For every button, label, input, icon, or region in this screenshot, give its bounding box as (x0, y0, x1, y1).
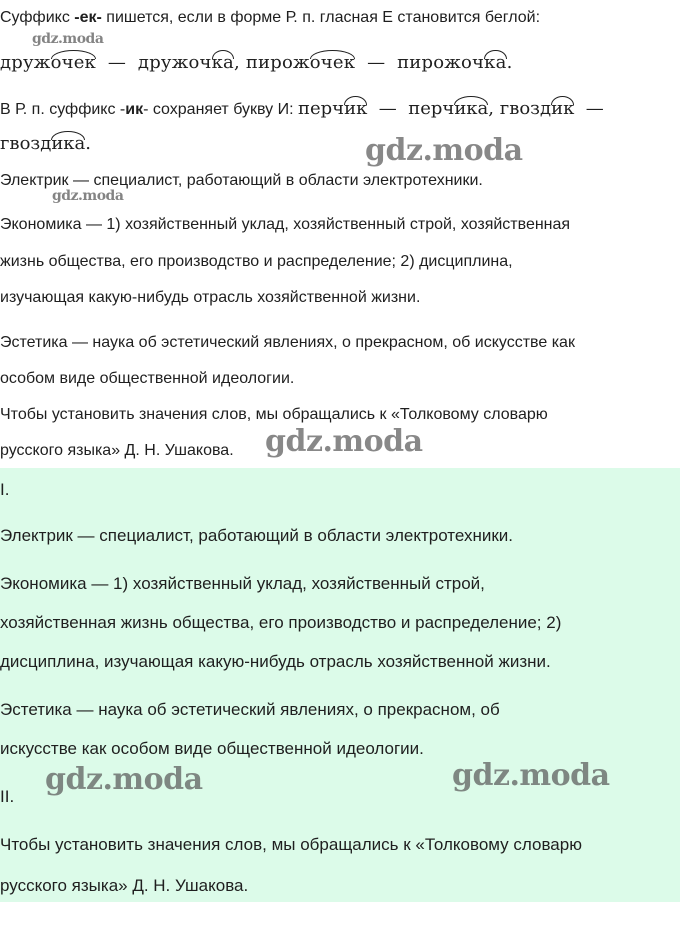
answer-definition-economy-line2: хозяйственная жизнь общества, его производство и распределение; 2) (0, 613, 562, 632)
watermark: gdz.moda (52, 188, 124, 204)
definition-aesthetics-line1: Эстетика — наука об эстетический явлениях, о прекрасном, об искусстве как (0, 334, 575, 351)
suffix-arc: ик (551, 98, 575, 119)
watermark: gdz.moda (32, 31, 104, 47)
example-ek: дружочек — дружочка, пирожочек — пирожочка. (0, 52, 513, 73)
answer-section (0, 468, 680, 902)
suffix-arc: ка (211, 52, 234, 73)
watermark: gdz.moda (45, 762, 203, 797)
section-number-2: II. (0, 787, 15, 806)
definition-aesthetics-line2: особом виде общественной идеологии. (0, 370, 295, 387)
rule-ik: В Р. п. суффикс -ик- сохраняет букву И: перчик — перчика, гвоздик — (0, 98, 604, 119)
answer-definition-economy-line1: Экономика — 1) хозяйственный уклад, хозяйственный строй, (0, 574, 485, 593)
suffix-arc: очек (50, 52, 97, 73)
source-line1: Чтобы установить значения слов, мы обращались к «Толковому словарю (0, 406, 548, 423)
definition-electric: Электрик — специалист, работающий в области электротехники. (0, 172, 483, 189)
section-number-1: I. (0, 480, 10, 499)
suffix-arc: ка (484, 52, 507, 73)
suffix-ek: -ек- (74, 9, 102, 26)
example-ik-continued: гвоздика. (0, 133, 92, 154)
watermark: gdz.moda (365, 133, 523, 168)
source-line2: русского языка» Д. Н. Ушакова. (0, 442, 234, 459)
answer-definition-electric: Электрик — специалист, работающий в области электротехники. (0, 526, 514, 545)
definition-economy-line3: изучающая какую-нибудь отрасль хозяйственной жизни. (0, 289, 421, 306)
definition-economy-line2: жизнь общества, его производство и распределение; 2) дисциплина, (0, 253, 513, 270)
watermark: gdz.moda (452, 758, 610, 793)
rule-ek: Суффикс -ек- пишется, если в форме Р. п. гласная Е становится беглой: (0, 9, 541, 26)
suffix-arc: ика (51, 133, 86, 154)
definition-economy-line1: Экономика — 1) хозяйственный уклад, хозяйственный строй, хозяйственная (0, 216, 571, 233)
suffix-arc: ик (344, 98, 368, 119)
answer-definition-aesthetics-line2: искусстве как особом виде общественной идеологии. (0, 739, 424, 758)
watermark: gdz.moda (265, 424, 423, 459)
suffix-ik: ик (125, 101, 144, 118)
suffix-arc: очек (309, 52, 356, 73)
answer-source-line2: русского языка» Д. Н. Ушакова. (0, 876, 249, 895)
answer-definition-aesthetics-line1: Эстетика — наука об эстетический явлениях, о прекрасном, об (0, 700, 500, 719)
suffix-arc: ика (454, 98, 489, 119)
answer-source-line1: Чтобы установить значения слов, мы обращались к «Толковому словарю (0, 835, 582, 854)
task-text-section (0, 0, 680, 468)
answer-definition-economy-line3: дисциплина, изучающая какую-нибудь отрасль хозяйственной жизни. (0, 652, 551, 671)
